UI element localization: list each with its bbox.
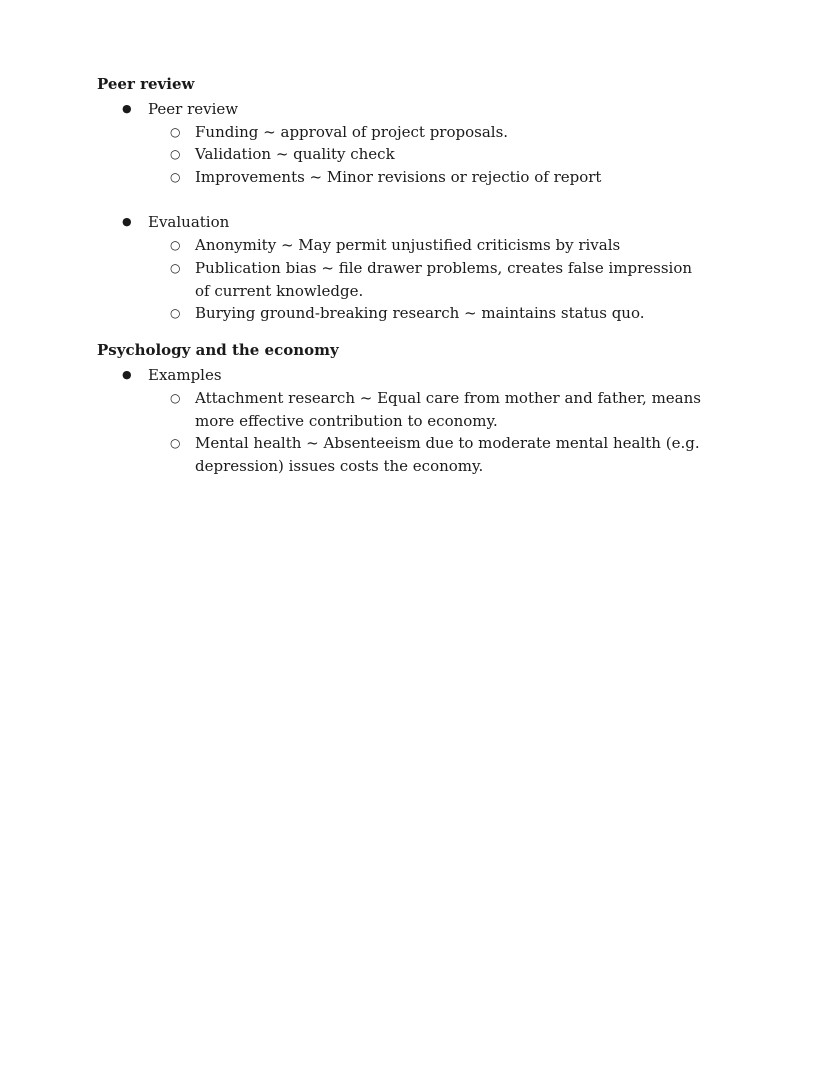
sub-bullet-item <box>170 432 725 478</box>
bullet-icon: ● <box>122 368 132 381</box>
bullet-label: Evaluation <box>148 213 230 231</box>
bullet-item-evaluation <box>120 212 229 232</box>
sub-bullet-text: Funding ~ approval of project proposals. <box>195 123 509 141</box>
circle-bullet-icon: ○ <box>170 261 181 275</box>
sub-bullet-text: Anonymity ~ May permit unjustified criticisms by rivals <box>195 236 621 254</box>
section-heading-psychology-economy: Psychology and the economy <box>97 341 339 359</box>
circle-bullet-icon: ○ <box>170 125 181 139</box>
bullet-icon: ● <box>122 102 132 115</box>
sub-bullet-text: Mental health ~ Absenteeism due to moderate mental health (e.g. depression) issues costs the economy. <box>195 434 700 475</box>
sub-bullet-item <box>170 121 730 144</box>
bullet-label: Examples <box>148 366 222 384</box>
sub-bullet-text: Improvements ~ Minor revisions or rejectio of report <box>195 168 602 186</box>
circle-bullet-icon: ○ <box>170 306 181 320</box>
section-heading-peer-review: Peer review <box>97 75 195 93</box>
sub-bullet-text: Validation ~ quality check <box>195 145 395 163</box>
sub-bullet-text: Publication bias ~ file drawer problems, creates false impression of current knowledge. <box>195 259 693 300</box>
sub-bullet-item <box>170 387 735 433</box>
bullet-item-peer-review <box>120 99 238 119</box>
sub-bullet-text: Attachment research ~ Equal care from mother and father, means more effective contribution to economy. <box>195 389 701 430</box>
bullet-icon: ● <box>122 215 132 228</box>
circle-bullet-icon: ○ <box>170 147 181 161</box>
sub-bullet-item <box>170 234 730 257</box>
bullet-label: Peer review <box>148 100 239 118</box>
sub-bullet-item <box>170 166 730 189</box>
circle-bullet-icon: ○ <box>170 436 181 450</box>
sub-bullet-text: Burying ground-breaking research ~ maintains status quo. <box>195 304 645 322</box>
sub-bullet-item <box>170 257 700 303</box>
circle-bullet-icon: ○ <box>170 391 181 405</box>
circle-bullet-icon: ○ <box>170 170 181 184</box>
bullet-item-examples <box>120 365 222 385</box>
circle-bullet-icon: ○ <box>170 238 181 252</box>
sub-bullet-item <box>170 302 730 325</box>
sub-bullet-item <box>170 143 730 166</box>
